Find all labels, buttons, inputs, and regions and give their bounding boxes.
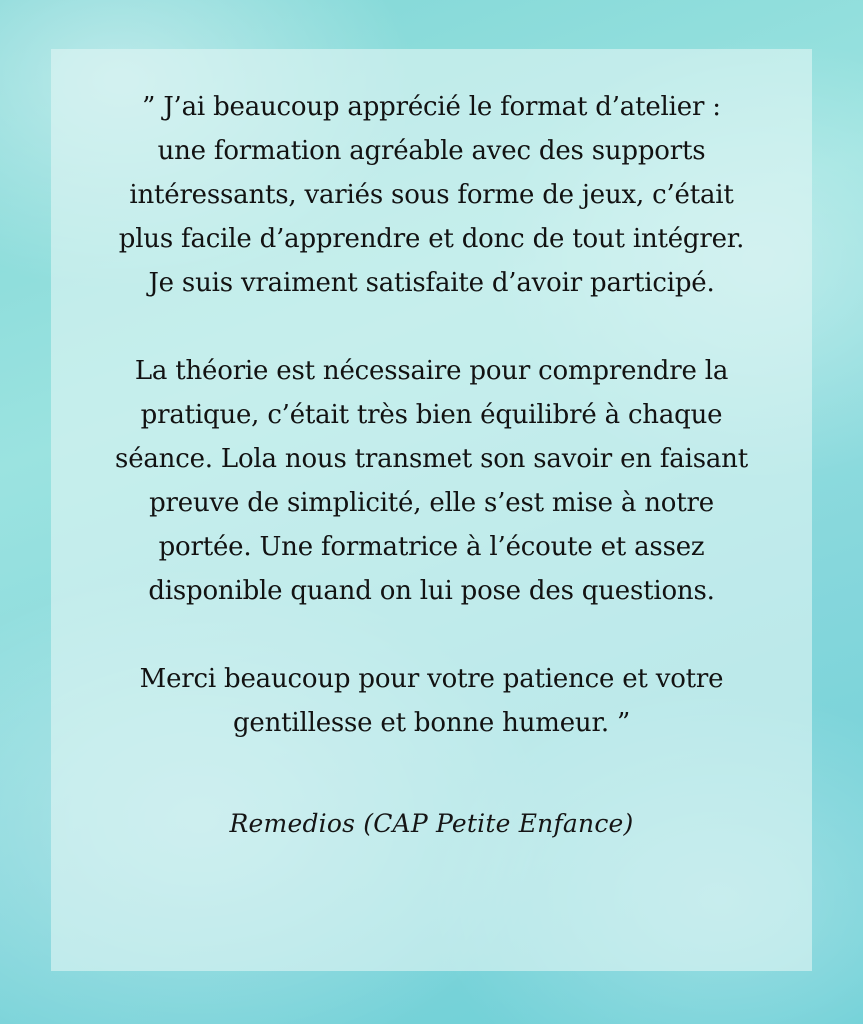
text-line: Je suis vraiment satisfaite d’avoir participé. [148, 268, 715, 298]
text-line: disponible quand on lui pose des questions. [148, 576, 715, 606]
text-line: Merci beaucoup pour votre patience et votre [139, 664, 724, 694]
text-line: pratique, c’était très bien équilibré à chaque [140, 400, 723, 430]
text-line: portée. Une formatrice à l’écoute et assez [158, 532, 705, 562]
text-line: La théorie est nécessaire pour comprendre la [134, 356, 729, 386]
text-line: ” J’ai beaucoup apprécié le format d’atelier : [142, 92, 721, 122]
testimonial-paragraph-3 [61, 657, 802, 745]
text-line: une formation agréable avec des supports [157, 136, 706, 166]
text-line: plus facile d’apprendre et donc de tout intégrer. [118, 224, 745, 254]
testimonial-signature: Remedios (CAP Petite Enfance) [229, 809, 634, 838]
text-line: preuve de simplicité, elle s’est mise à notre [149, 488, 714, 518]
text-line: gentillesse et bonne humeur. ” [232, 708, 631, 738]
testimonial-paragraph-2 [61, 349, 802, 613]
testimonial-card [51, 49, 812, 971]
text-line: séance. Lola nous transmet son savoir en faisant [115, 444, 748, 474]
text-line: intéressants, variés sous forme de jeux, c’était [129, 180, 734, 210]
testimonial-paragraph-1 [61, 85, 802, 305]
